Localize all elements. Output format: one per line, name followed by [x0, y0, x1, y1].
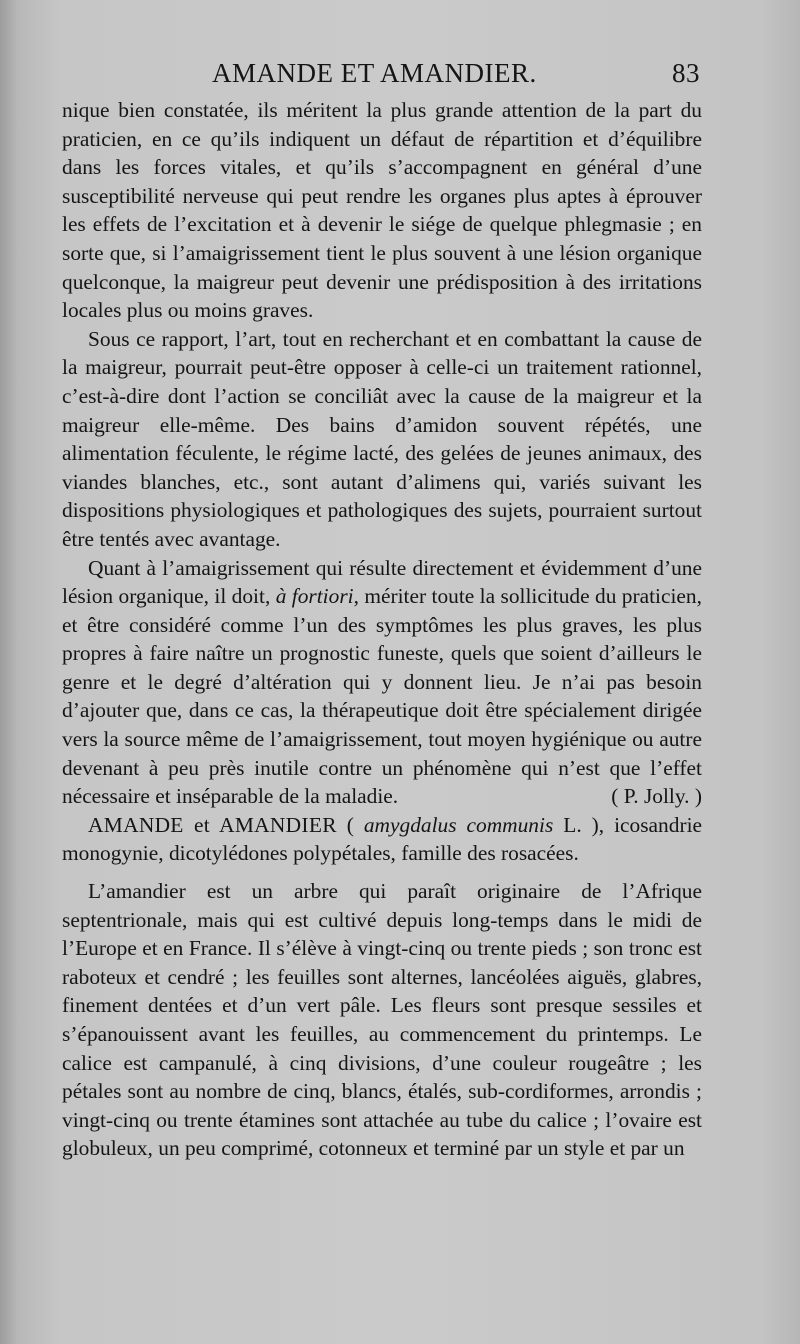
paragraph-text: L. ), icosandrie monogynie, dicotylédones polypétales, famille des rosacées.	[62, 812, 703, 866]
entry-headword: AMANDE et AMANDIER	[88, 812, 337, 837]
paragraph-treatment: Sous ce rapport, l’art, tout en recherchant et en combattant la cause de la maigreur, pourrait peut-être opposer à celle-ci un traitement rationnel, c’est-à-dire dont l’action se conciliât avec la cause de la maigreur et la maigreur elle-même. Des bains d’amidon souvent répétés, une alimentation féculente, le régime lacté, des gelées de jeunes animaux, des viandes blanches, etc., sont autant d’alimens qui, variés suivant les dispositions physiologiques et pathologiques des sujets, pourraient surtout être tentés avec avantage.	[62, 326, 702, 551]
entry-amandier	[62, 811, 702, 868]
italic-phrase: à fortiori	[275, 584, 354, 609]
paragraph-text: , mériter toute la sollicitude du praticien, et être considéré comme l’un des symptômes les plus graves, les plus propres à faire naître un prognostic funeste, quels que soient d’ailleurs le genre et le degré d’altération qui y donnent lieu. Je n’ai pas besoin d’ajouter que, dans ce cas, la thérapeutique doit être spécialement dirigée vers la source même de l’amaigrissement, tout moyen hygiénique ou autre devenant à peu près inutile contre un phénomène qui n’est que l’effet nécessaire et inséparable de la maladie.	[62, 584, 702, 809]
paragraph-continuation: nique bien constatée, ils méritent la plus grande attention de la part du praticien, en ce qu’ils indiquent un défaut de répartition et d’équilibre dans les forces vitales, et qu’ils s’accompagnent en général d’une susceptibilité nerveuse qui peut rendre les organes plus aptes à éprouver les effets de l’excitation et à devenir le siége de quelque phlegmasie ; en sorte que, si l’amaigrissement tient le plus souvent à une lésion organique quelconque, la maigreur peut devenir une prédisposition à des irritations locales plus ou moins graves.	[62, 98, 702, 323]
paragraph-description: L’amandier est un arbre qui paraît originaire de l’Afrique septentrionale, mais qui est cultivé depuis long-temps dans le midi de l’Europe et en France. Il s’élève à vingt-cinq ou trente pieds ; son tronc est raboteux et cendré ; les feuilles sont alternes, lancéolées aiguës, glabres, finement dentées et d’un vert pâle. Les fleurs sont presque sessiles et s’épanouissent avant les feuilles, au commencement du printemps. Le calice est campanulé, à cinq divisions, d’une couleur rougeâtre ; les pétales sont au nombre de cinq, blancs, étalés, sub-cordiformes, arrondis ; vingt-cinq ou trente étamines sont attachée au tube du calice ; l’ovaire est globuleux, un peu comprimé, cotonneux et terminé par un style et par un	[62, 879, 702, 1161]
author-signature: ( P. Jolly. )	[611, 784, 702, 809]
latin-name: amygdalus communis	[363, 812, 554, 837]
paragraph-gap	[62, 868, 702, 877]
running-head: AMANDE ET AMANDIER.	[212, 58, 537, 88]
page-body	[62, 96, 702, 1163]
paragraph-text: Quant à l’amaigrissement qui résulte directement et évidemment d’une lésion organique, il doit,	[62, 555, 702, 609]
page-number: 83	[672, 58, 700, 88]
paragraph-amaigrissement	[62, 554, 702, 811]
paragraph-text: (	[336, 812, 364, 837]
page-header	[62, 58, 702, 94]
